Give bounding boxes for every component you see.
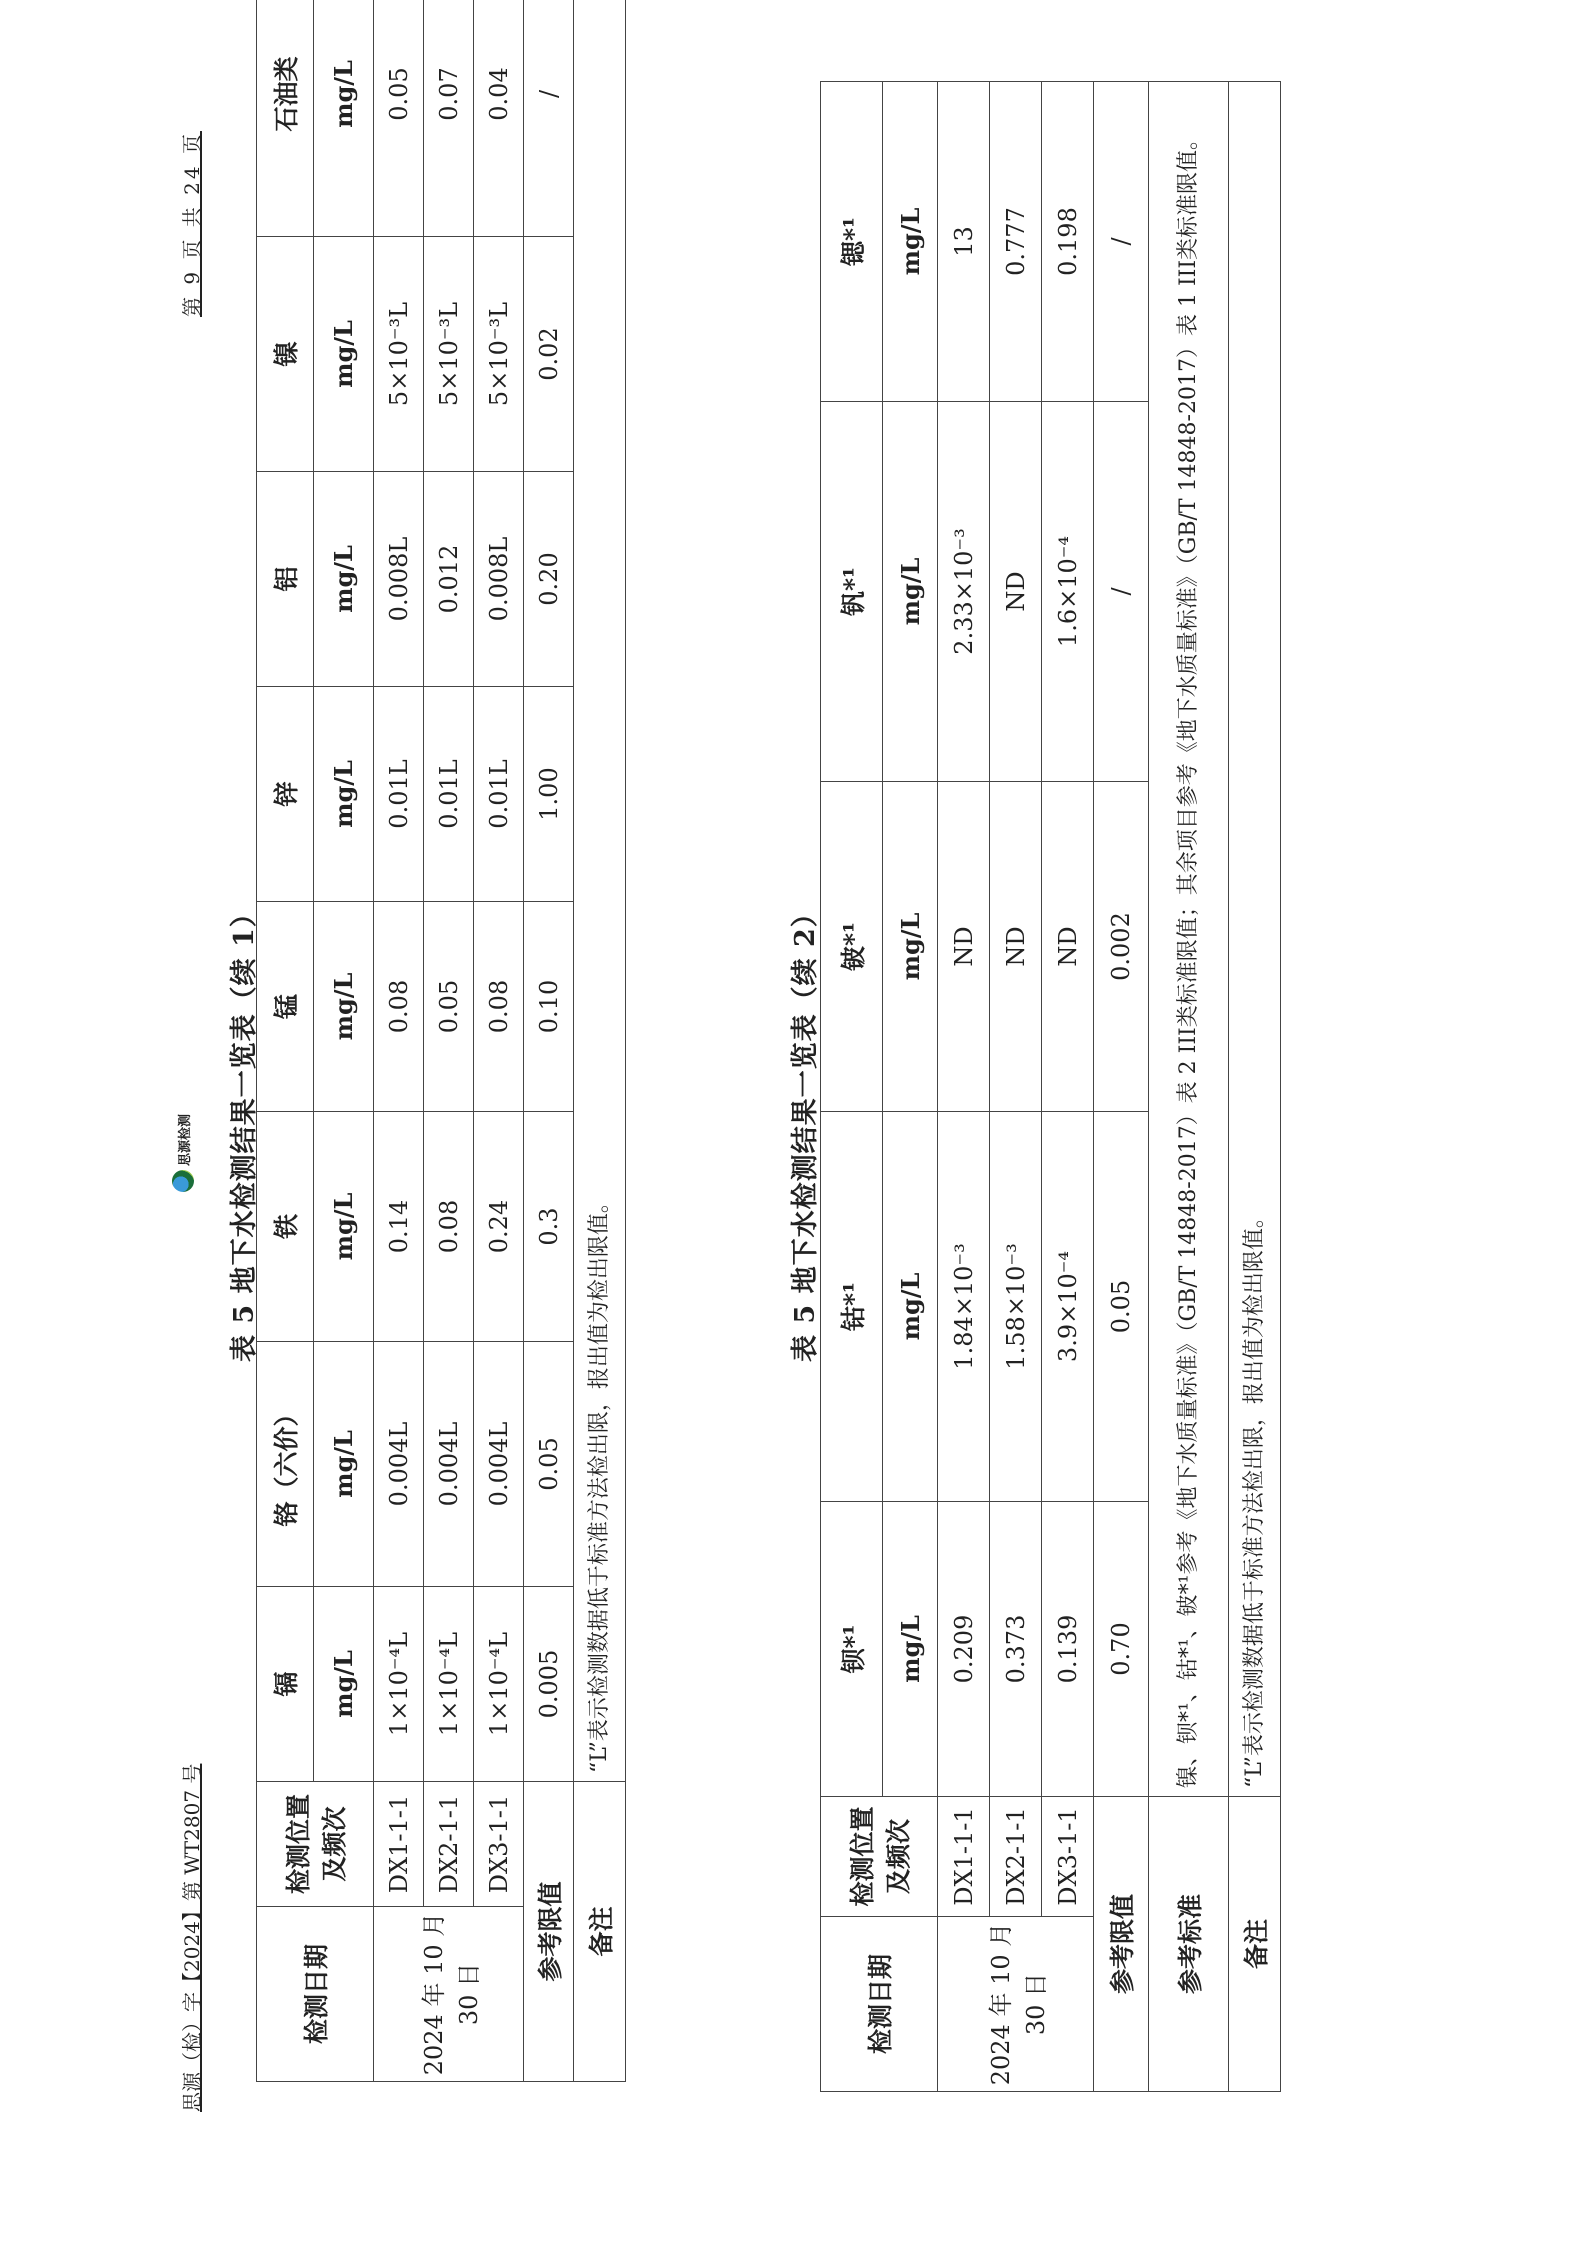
table1-loc: DX1-1-1 — [374, 1782, 424, 1907]
table2-limit: 0.002 — [1094, 782, 1149, 1112]
report-number: 思源（检）字【2024】第 WT2807 号 — [180, 1763, 204, 2112]
table1-date-header: 检测日期 — [257, 1907, 374, 2082]
table2-limit: / — [1094, 402, 1149, 782]
table2 — [820, 81, 1281, 2092]
table2-cell: 0.139 — [1042, 1502, 1094, 1797]
company-logo — [172, 1114, 194, 1192]
table1-cell: 0.01L — [424, 687, 474, 902]
table1-limit: 0.20 — [524, 472, 574, 687]
table2-cell: ND — [1042, 782, 1094, 1112]
table2-cell: ND — [938, 782, 990, 1112]
table1-cell: 0.01L — [474, 687, 524, 902]
table2-remark-label: 备注 — [1229, 1797, 1281, 2092]
table1-limit: 0.10 — [524, 902, 574, 1112]
page-number: 第 9 页 共 24 页 — [180, 131, 204, 317]
table2-cell: 1.6×10⁻⁴ — [1042, 402, 1094, 782]
table1 — [256, 0, 626, 2082]
table2-param: 锶*¹ — [821, 82, 883, 402]
table1-param: 锌 — [257, 687, 314, 902]
table2-std: 镍、钡*¹、钴*¹、铍*¹参考《地下水质量标准》（GB/T 14848-2017）表 2 III类标准限值；其余项目参考《地下水质量标准》（GB/T 14848-2017）表 1 III类标准限值。 — [1149, 82, 1229, 1797]
table1-loc: DX3-1-1 — [474, 1782, 524, 1907]
table2-param: 钴*¹ — [821, 1112, 883, 1502]
table1-cell: 0.004L — [374, 1342, 424, 1587]
table1-remark: “L”表示检测数据低于标准方法检出限，报出值为检出限值。 — [574, 0, 626, 1782]
table1-cell: 5×10⁻³L — [374, 237, 424, 472]
table2-loc: DX2-1-1 — [990, 1797, 1042, 1917]
table1-unit: mg/L — [314, 687, 374, 902]
table1-param: 铬（六价） — [257, 1342, 314, 1587]
table2-loc: DX1-1-1 — [938, 1797, 990, 1917]
table2-limit-label: 参考限值 — [1094, 1797, 1149, 2092]
table2-limit: 0.70 — [1094, 1502, 1149, 1797]
table1-param: 石油类 — [257, 0, 314, 237]
table1-cell: 5×10⁻³L — [474, 237, 524, 472]
table2-cell: 2.33×10⁻³ — [938, 402, 990, 782]
table1-cell: 5×10⁻³L — [424, 237, 474, 472]
table1-param: 铁 — [257, 1112, 314, 1342]
table1-unit: mg/L — [314, 0, 374, 237]
table2-cell: ND — [990, 402, 1042, 782]
table1-cell: 0.07 — [424, 0, 474, 237]
table1-cell: 0.008L — [374, 472, 424, 687]
table2-cell: ND — [990, 782, 1042, 1112]
table1-param: 镉 — [257, 1587, 314, 1782]
table2-cell: 0.209 — [938, 1502, 990, 1797]
table1-limit: 0.05 — [524, 1342, 574, 1587]
table2-cell: 0.198 — [1042, 82, 1094, 402]
table1-cell: 0.004L — [424, 1342, 474, 1587]
table2-date-header: 检测日期 — [821, 1917, 938, 2092]
table1-cell: 0.012 — [424, 472, 474, 687]
table1-cell: 1×10⁻⁴L — [424, 1587, 474, 1782]
table2-loc: DX3-1-1 — [1042, 1797, 1094, 1917]
table2-param: 铍*¹ — [821, 782, 883, 1112]
table1-cell: 0.05 — [374, 0, 424, 237]
table1-cell: 0.24 — [474, 1112, 524, 1342]
table1-unit: mg/L — [314, 902, 374, 1112]
table1-cell: 0.04 — [474, 0, 524, 237]
table2-cell: 3.9×10⁻⁴ — [1042, 1112, 1094, 1502]
table1-limit: 0.02 — [524, 237, 574, 472]
table1-param: 锰 — [257, 902, 314, 1112]
table2-unit: mg/L — [883, 1502, 938, 1797]
table1-param: 铝 — [257, 472, 314, 687]
table1-cell: 0.01L — [374, 687, 424, 902]
table1-cell: 0.14 — [374, 1112, 424, 1342]
table2-limit: / — [1094, 82, 1149, 402]
table2-remark: “L”表示检测数据低于标准方法检出限，报出值为检出限值。 — [1229, 82, 1281, 1797]
table1-cell: 0.008L — [474, 472, 524, 687]
table2-title: 表 5 地下水检测结果一览表（续 2） — [790, 899, 821, 1362]
table2-loc-header: 检测位置及频次 — [821, 1797, 938, 1917]
table2-cell: 0.373 — [990, 1502, 1042, 1797]
table2-param: 钒*¹ — [821, 402, 883, 782]
table2-limit: 0.05 — [1094, 1112, 1149, 1502]
table1-unit: mg/L — [314, 237, 374, 472]
table1-param: 镍 — [257, 237, 314, 472]
table1-loc: DX2-1-1 — [424, 1782, 474, 1907]
table1-date: 2024 年 10 月 30 日 — [374, 1907, 524, 2082]
table1-unit: mg/L — [314, 1342, 374, 1587]
table1-unit: mg/L — [314, 472, 374, 687]
table2-date: 2024 年 10 月 30 日 — [938, 1917, 1094, 2092]
table2-unit: mg/L — [883, 402, 938, 782]
table1-limit: / — [524, 0, 574, 237]
table1-unit: mg/L — [314, 1112, 374, 1342]
table1-cell: 0.05 — [424, 902, 474, 1112]
table1-cell: 0.08 — [474, 902, 524, 1112]
table2-std-label: 参考标准 — [1149, 1797, 1229, 2092]
table1-remark-label: 备注 — [574, 1782, 626, 2082]
table1-limit: 0.3 — [524, 1112, 574, 1342]
table1-cell: 1×10⁻⁴L — [474, 1587, 524, 1782]
logo-text: 思源检测 — [177, 1113, 193, 1166]
table2-cell: 0.777 — [990, 82, 1042, 402]
table2-cell: 1.58×10⁻³ — [990, 1112, 1042, 1502]
table2-param: 钡*¹ — [821, 1502, 883, 1797]
table1-limit: 1.00 — [524, 687, 574, 902]
table1-title: 表 5 地下水检测结果一览表（续 1） — [229, 899, 260, 1362]
table1-loc-header: 检测位置及频次 — [257, 1782, 374, 1907]
table1-cell: 1×10⁻⁴L — [374, 1587, 424, 1782]
table2-cell: 13 — [938, 82, 990, 402]
table1-limit-label: 参考限值 — [524, 1782, 574, 2082]
table1-limit: 0.005 — [524, 1587, 574, 1782]
table2-unit: mg/L — [883, 82, 938, 402]
table1-cell: 0.08 — [424, 1112, 474, 1342]
table2-unit: mg/L — [883, 782, 938, 1112]
table1-cell: 0.08 — [374, 902, 424, 1112]
table2-unit: mg/L — [883, 1112, 938, 1502]
table1-unit: mg/L — [314, 1587, 374, 1782]
table1-cell: 0.004L — [474, 1342, 524, 1587]
table2-cell: 1.84×10⁻³ — [938, 1112, 990, 1502]
logo-icon — [172, 1170, 194, 1192]
